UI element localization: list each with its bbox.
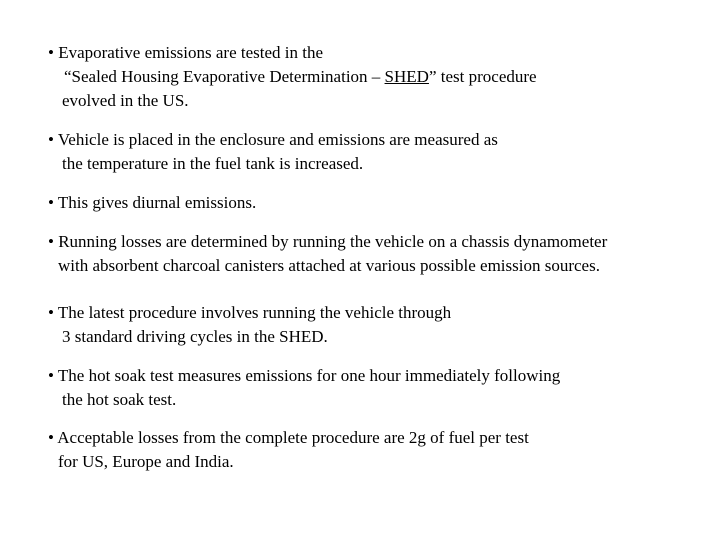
bullet-line: • Vehicle is placed in the enclosure and emissions are measured as [48,130,498,149]
text-segment: “Sealed Housing Evaporative Determination – [64,67,385,86]
bullet-hot-soak-test [48,364,560,412]
bullet-running-losses [48,230,607,278]
bullet-diurnal-emissions [48,191,256,215]
bullet-line: the temperature in the fuel tank is increased. [62,154,364,173]
bullet-latest-procedure [48,301,451,349]
bullet-line: with absorbent charcoal canisters attached at various possible emission sources. [58,256,600,275]
bullet-line: • The latest procedure involves running the vehicle through [48,303,452,322]
bullet-line: the hot soak test. [62,390,177,409]
bullet-line: • Running losses are determined by running the vehicle on a chassis dynamometer [48,232,608,251]
bullet-line: • Acceptable losses from the complete procedure are 2g of fuel per test [48,428,529,447]
bullet-line: • This gives diurnal emissions. [48,193,257,212]
bullet-evaporative-emissions [48,41,537,113]
bullet-line: • The hot soak test measures emissions for one hour immediately following [48,366,561,385]
bullet-vehicle-enclosure [48,128,498,176]
text-segment: ” test procedure [428,67,537,86]
bullet-line: for US, Europe and India. [58,452,234,471]
bullet-line: • Evaporative emissions are tested in the [48,43,324,62]
bullet-line [48,65,537,89]
bullet-acceptable-losses [48,426,529,474]
bullet-line: 3 standard driving cycles in the SHED. [62,327,328,346]
shed-acronym: SHED [384,67,429,86]
bullet-line: evolved in the US. [62,91,189,110]
